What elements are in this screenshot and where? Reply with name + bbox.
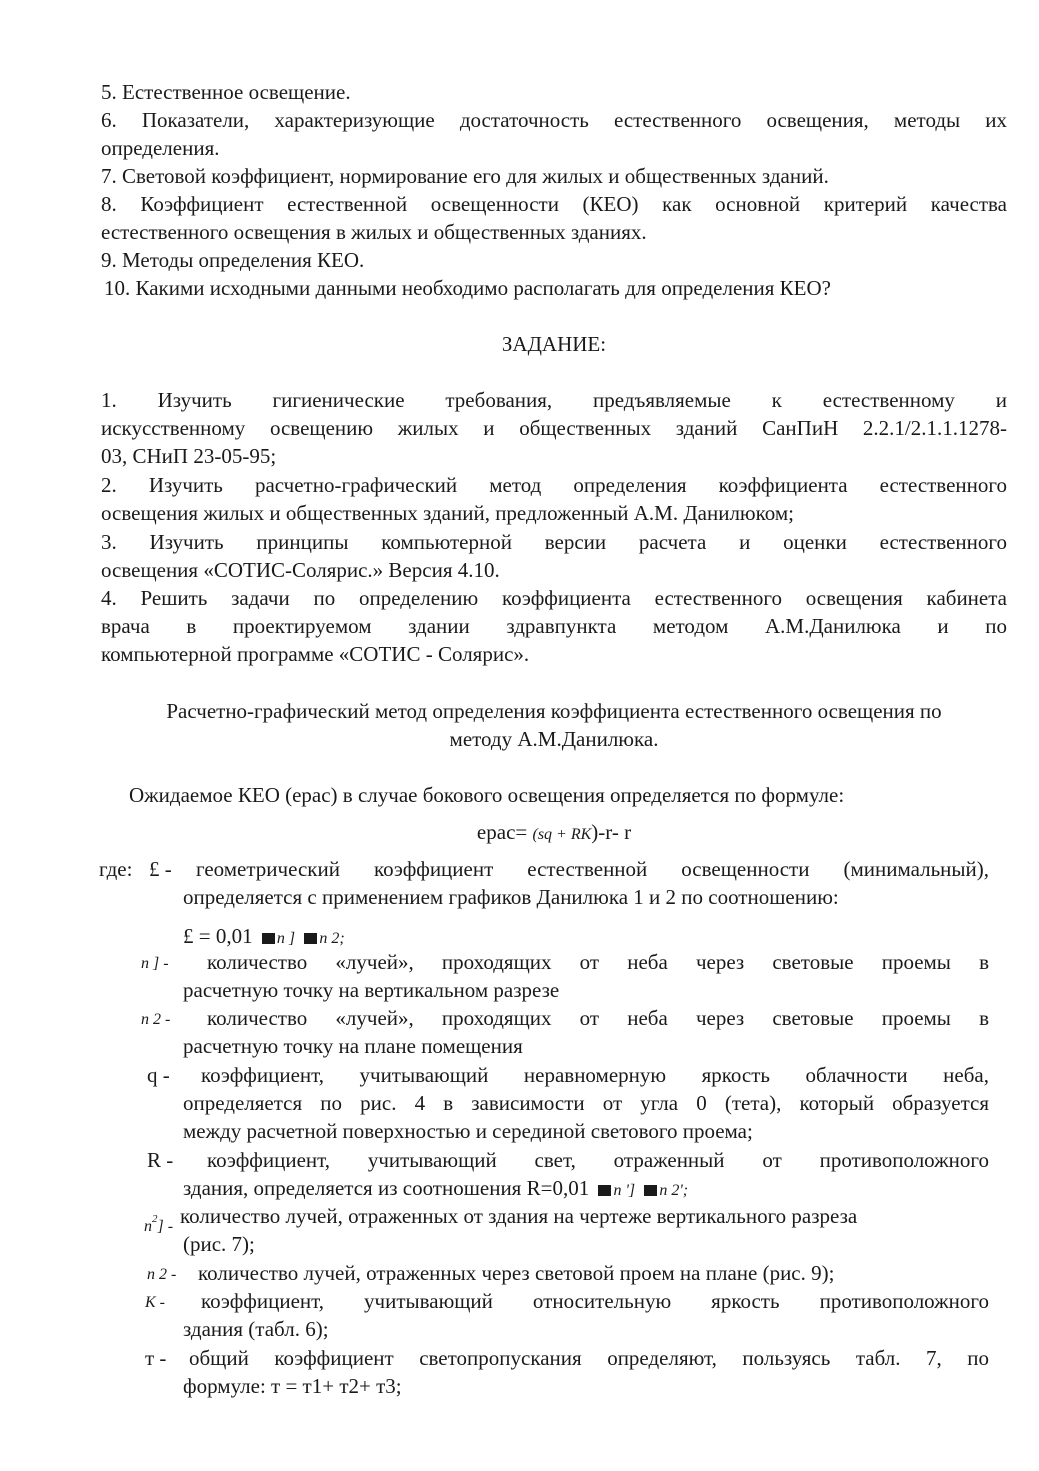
where-label: где: bbox=[99, 857, 133, 881]
task-2-line-2: освещения жилых и общественных зданий, предложенный А.М. Данилюком; bbox=[101, 501, 794, 525]
n2-symbol: n 2 - bbox=[141, 1011, 171, 1028]
eps-formula-start: £ = 0,01 bbox=[183, 924, 253, 948]
task-1-line-3: 03, СНиП 23-05-95; bbox=[101, 444, 277, 468]
formula-bracket: (sq + RK bbox=[532, 826, 592, 843]
q-def-line-3: между расчетной поверхностью и серединой светового проема; bbox=[183, 1119, 753, 1143]
question-10: 10. Какими исходными данными необходимо располагать для определения КЕО? bbox=[104, 276, 831, 300]
R-formula-n1r: n ' bbox=[613, 1182, 629, 1199]
question-5: 5. Естественное освещение. bbox=[101, 80, 351, 104]
n1-def-line-2: расчетную точку на вертикальном разрезе bbox=[183, 978, 560, 1002]
n1-symbol: n ] - bbox=[141, 955, 169, 972]
n1r-symbol-rest: ] - bbox=[157, 1218, 174, 1235]
task-heading: ЗАДАНИЕ: bbox=[501, 332, 607, 356]
task-4-line-2: врача в проектируемом здании здравпункта методом А.М.Данилюка и по bbox=[101, 614, 1007, 638]
task-4-line-1: 4. Решить задачи по определению коэффициента естественного освещения кабинета bbox=[101, 586, 1007, 610]
K-def-line-2: здания (табл. 6); bbox=[183, 1317, 329, 1341]
t-def-line-2: формуле: т = т1+ т2+ т3; bbox=[183, 1374, 402, 1398]
method-title-line-1: Расчетно-графический метод определения коэффициента естественного освещения по bbox=[166, 699, 942, 723]
task-4-line-3: компьютерной программе «СОТИС - Солярис». bbox=[101, 642, 530, 666]
square-bullet-icon bbox=[598, 1185, 611, 1196]
square-bullet-icon bbox=[262, 933, 275, 944]
n1r-symbol-sup: 2 bbox=[152, 1213, 158, 1225]
n2r-def-line-1: количество лучей, отраженных через световой проем на плане (рис. 9); bbox=[198, 1261, 835, 1285]
question-8-line-1: 8. Коэффициент естественной освещенности (КЕО) как основной критерий качества bbox=[101, 192, 1007, 216]
task-1-line-1: 1. Изучить гигиенические требования, предъявляемые к естественному и bbox=[101, 388, 1007, 412]
formula-lhs: ерас= bbox=[476, 820, 528, 844]
eps-def-line-2: определяется с применением графиков Данилюка 1 и 2 по соотношению: bbox=[183, 885, 839, 909]
eps-formula-n2: n 2; bbox=[319, 930, 345, 947]
n2r-symbol: n 2 - bbox=[147, 1266, 177, 1283]
formula-rhs: )-r- r bbox=[591, 820, 632, 844]
question-9: 9. Методы определения КЕО. bbox=[101, 248, 365, 272]
task-2-line-1: 2. Изучить расчетно-графический метод определения коэффициента естественного bbox=[101, 473, 1007, 497]
question-6-line-2: определения. bbox=[101, 136, 220, 160]
method-intro: Ожидаемое КЕО (ерас) в случае бокового освещения определяется по формуле: bbox=[129, 783, 845, 807]
n1-def-line-1: количество «лучей», проходящих от неба через световые проемы в bbox=[207, 950, 989, 974]
n1r-def-line-1: количество лучей, отраженных от здания на чертеже вертикального разреза bbox=[180, 1204, 858, 1228]
R-symbol: R - bbox=[147, 1148, 174, 1172]
n1r-symbol-n: n bbox=[144, 1218, 152, 1235]
q-symbol: q - bbox=[147, 1063, 170, 1087]
n1r-def-line-2: (рис. 7); bbox=[183, 1232, 255, 1256]
n2-def-line-1: количество «лучей», проходящих от неба через световые проемы в bbox=[207, 1006, 989, 1030]
main-formula bbox=[101, 818, 1007, 849]
task-3-line-1: 3. Изучить принципы компьютерной версии расчета и оценки естественного bbox=[101, 530, 1007, 554]
t-symbol: т - bbox=[145, 1346, 167, 1370]
n2-def-line-2: расчетную точку на плане помещения bbox=[183, 1034, 523, 1058]
method-title-line-2: методу А.М.Данилюка. bbox=[449, 727, 659, 751]
R-def-line-1: коэффициент, учитывающий свет, отраженный от противоположного bbox=[207, 1148, 989, 1172]
task-1-line-2: искусственному освещению жилых и общественных зданий СанПиН 2.2.1/2.1.1.1278- bbox=[101, 416, 1007, 440]
square-bullet-icon bbox=[644, 1185, 657, 1196]
question-8-line-2: естественного освещения в жилых и общественных зданиях. bbox=[101, 220, 647, 244]
q-def-line-1: коэффициент, учитывающий неравномерную яркость облачности неба, bbox=[201, 1063, 989, 1087]
t-def-line-1: общий коэффициент светопропускания определяют, пользуясь табл. 7, по bbox=[189, 1346, 989, 1370]
question-7: 7. Световой коэффициент, нормирование его для жилых и общественных зданий. bbox=[101, 164, 829, 188]
q-def-line-2: определяется по рис. 4 в зависимости от угла 0 (тета), который образуется bbox=[183, 1091, 989, 1115]
eps-formula-n1: n ] bbox=[276, 930, 296, 947]
task-3-line-2: освещения «СОТИС-Солярис.» Версия 4.10. bbox=[101, 558, 500, 582]
question-6-line-1: 6. Показатели, характеризующие достаточность естественного освещения, методы их bbox=[101, 108, 1007, 132]
R-formula-bracket: ] bbox=[628, 1182, 636, 1199]
R-def-line-2-text: здания, определяется из соотношения R=0,01 bbox=[183, 1176, 590, 1200]
eps-def-line-1: геометрический коэффициент естественной освещенности (минимальный), bbox=[196, 857, 989, 881]
square-bullet-icon bbox=[304, 933, 317, 944]
K-def-line-1: коэффициент, учитывающий относительную яркость противоположного bbox=[201, 1289, 989, 1313]
R-formula-n2r: n 2'; bbox=[659, 1182, 689, 1199]
n1r-symbol bbox=[144, 1205, 173, 1241]
R-def-line-2 bbox=[183, 1174, 989, 1205]
eps-symbol: £ - bbox=[149, 857, 172, 881]
K-symbol: К - bbox=[145, 1294, 165, 1311]
